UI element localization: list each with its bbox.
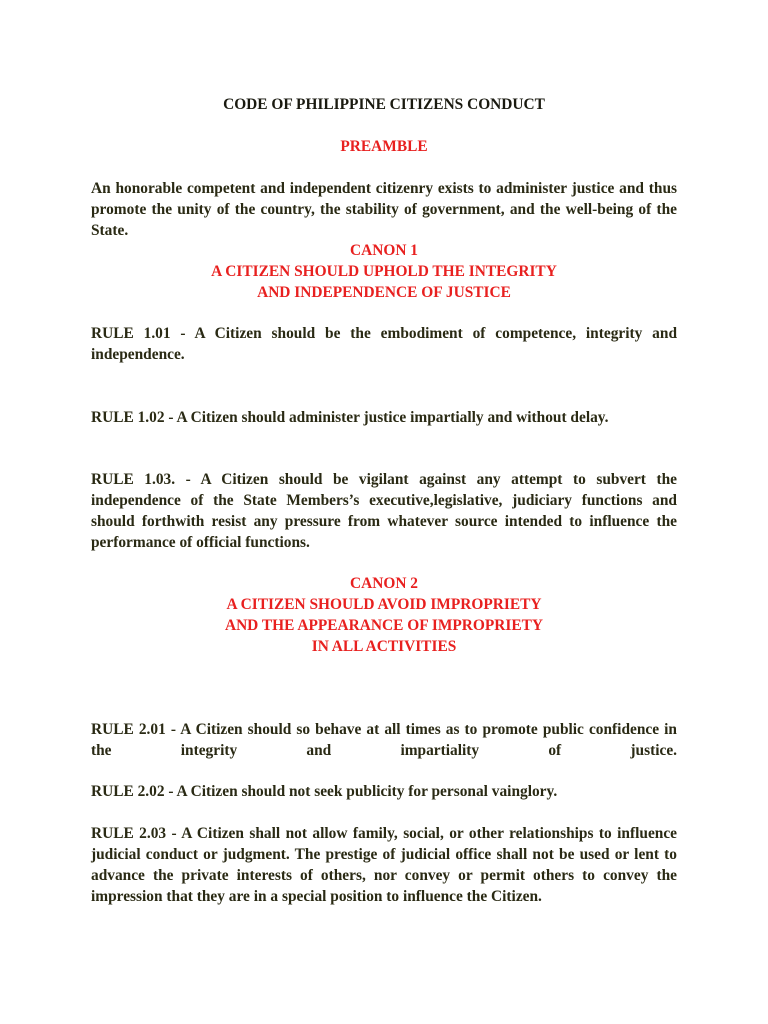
rule-2-02: RULE 2.02 - A Citizen should not seek publicity for personal vainglory. xyxy=(91,783,558,800)
canon1-heading: CANON 1 xyxy=(350,242,418,259)
rule-1-01: RULE 1.01 - A Citizen should be the embodiment of competence, integrity and independence. xyxy=(91,325,677,363)
preamble-text: An honorable competent and independent citizenry exists to administer justice and thus promote the unity of the country, the stability of government, and the well-being of the State. xyxy=(91,180,677,239)
canon2-title-line3: IN ALL ACTIVITIES xyxy=(311,638,457,655)
canon2-title-line1: A CITIZEN SHOULD AVOID IMPROPRIETY xyxy=(226,596,542,613)
rule-1-03: RULE 1.03. - A Citizen should be vigilant against any attempt to subvert the independence of the State Members’s executive,legislative, judiciary functions and should forthwith resist any pressure from whatever source intended to influence the performance of official functions. xyxy=(91,471,677,551)
canon1-title-line1: A CITIZEN SHOULD UPHOLD THE INTEGRITY xyxy=(211,263,557,280)
rule-1-02: RULE 1.02 - A Citizen should administer justice impartially and without delay. xyxy=(91,409,609,426)
canon2-heading-block xyxy=(91,573,677,657)
rule-2-03: RULE 2.03 - A Citizen shall not allow family, social, or other relationships to influence judicial conduct or judgment. The prestige of judicial office shall not be used or lent to advance the private interests of others, nor convey or permit others to convey the impression that they are in a special position to influence the Citizen. xyxy=(91,825,677,905)
rule-2-01: RULE 2.01 - A Citizen should so behave at all times as to promote public confidence in the integrity and impartiality of justice. xyxy=(91,721,677,759)
canon1-heading-block xyxy=(91,240,677,303)
canon2-title-line2: AND THE APPEARANCE OF IMPROPRIETY xyxy=(224,617,544,634)
preamble-heading: PREAMBLE xyxy=(340,138,428,155)
canon2-heading: CANON 2 xyxy=(350,575,418,592)
document-title: CODE OF PHILIPPINE CITIZENS CONDUCT xyxy=(223,96,545,113)
canon1-title-line2: AND INDEPENDENCE OF JUSTICE xyxy=(257,284,511,301)
